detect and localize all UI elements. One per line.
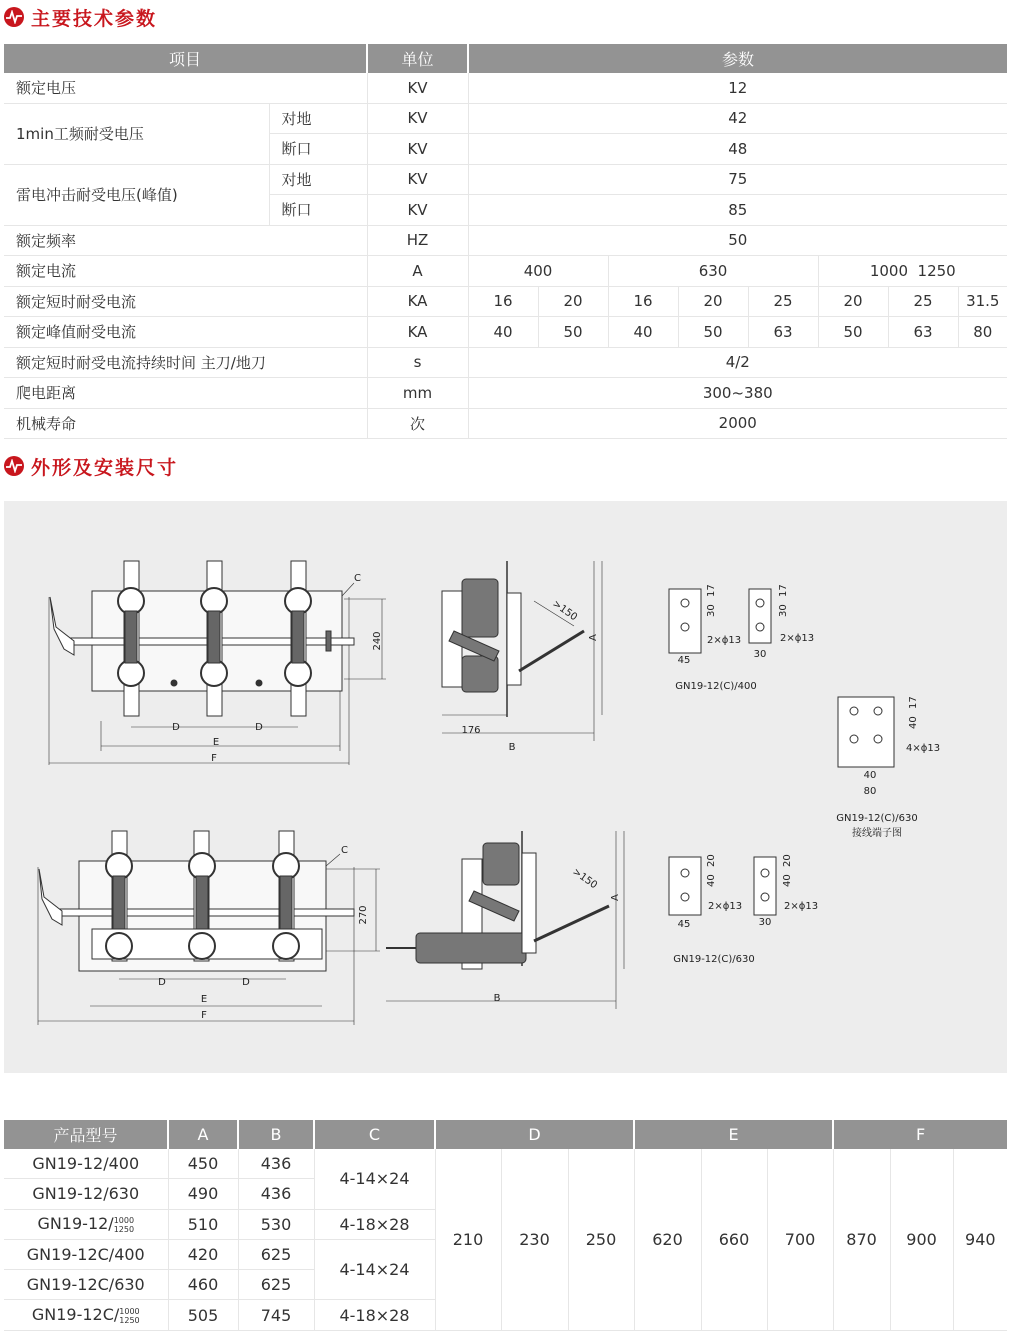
table-row: 额定电压 KV 12: [4, 73, 1007, 103]
hole-2x13: 2×ϕ13: [780, 633, 815, 644]
header-model: 产品型号: [4, 1120, 168, 1149]
dim-40: 40: [908, 716, 919, 729]
dim-30: 30: [706, 604, 717, 617]
dim-20: 20: [706, 854, 717, 867]
side-view-1: [442, 561, 602, 741]
hole-4x13: 4×ϕ13: [906, 743, 941, 754]
header-item: 项目: [4, 44, 367, 73]
table-row: 额定短时耐受电流 KA 16 20 16 20 25 20 25 31.5: [4, 286, 1007, 317]
table-row: 爬电距离 mm 300~380: [4, 378, 1007, 409]
dim-label-c: C: [341, 845, 348, 856]
pulse-icon: [4, 456, 24, 476]
header-c: C: [314, 1120, 435, 1149]
dim-150: >150: [550, 598, 580, 624]
dim-40: 40: [706, 874, 717, 887]
table-row: 机械寿命 次 2000: [4, 408, 1007, 439]
dim-30: 30: [778, 604, 789, 617]
dim-label-d: D: [255, 722, 263, 733]
dim-150: >150: [570, 866, 600, 892]
table-row: 断口 KV 85: [4, 195, 1007, 226]
table-row: 1min工频耐受电压 对地 KV 42: [4, 103, 1007, 134]
table-row: GN19-12C/630 460 625: [4, 1270, 1007, 1300]
technical-drawing: [4, 501, 1007, 1073]
dim-40: 40: [782, 874, 793, 887]
header-d: D: [435, 1120, 634, 1149]
dim-label-b: B: [508, 742, 516, 753]
table-row: 雷电冲击耐受电压(峰值) 对地 KV 75: [4, 164, 1007, 195]
caption-630a-sub: 接线端子图: [852, 828, 902, 839]
dimensions-table: [4, 1120, 1007, 1331]
dim-label-e: E: [212, 737, 220, 748]
table-row: GN19-12C/ 1000 1250 505 745 4-18×28: [4, 1300, 1007, 1330]
dim-240: 240: [372, 631, 383, 651]
table-row: 额定短时耐受电流持续时间 主刀/地刀 s 4/2: [4, 347, 1007, 378]
header-e: E: [634, 1120, 833, 1149]
section-title: 主要技术参数: [31, 7, 158, 30]
caption-630a: GN19-12(C)/630: [836, 813, 918, 824]
dim-17: 17: [706, 584, 717, 597]
dim-17: 17: [778, 584, 789, 597]
dim-label-d: D: [172, 722, 180, 733]
hole-2x13: 2×ϕ13: [708, 901, 743, 912]
header-unit: 单位: [367, 44, 468, 73]
table-header: [4, 44, 1007, 73]
table-row: GN19-12/400 450 436 4-14×24 210 230 250 620 660 700 870 900 940: [4, 1149, 1007, 1179]
dim-30: 30: [753, 649, 767, 660]
hole-2x13: 2×ϕ13: [784, 901, 819, 912]
header-value: 参数: [468, 44, 1007, 73]
table-header: [4, 1120, 1007, 1149]
table-row: 额定峰值耐受电流 KA 40 50 40 50 63 50 63 80: [4, 317, 1007, 348]
dim-45: 45: [677, 655, 691, 666]
section-title: 外形及安装尺寸: [31, 456, 179, 479]
dim-label-d: D: [242, 977, 250, 988]
dim-30: 30: [758, 917, 772, 928]
dim-label-f: F: [201, 1010, 207, 1021]
table-row: 额定电流 A 400 630 1000 1250: [4, 256, 1007, 287]
parameters-table: [4, 44, 1007, 439]
dim-label-a: A: [610, 894, 621, 901]
terminal-630-4hole: [838, 697, 894, 767]
caption-630b: GN19-12(C)/630: [673, 954, 755, 965]
dim-40: 40: [863, 770, 877, 781]
dim-label-e: E: [200, 994, 208, 1005]
dim-label-a: A: [588, 634, 599, 641]
hole-2x13: 2×ϕ13: [707, 635, 742, 646]
dim-label-b: B: [493, 993, 501, 1004]
header-b: B: [238, 1120, 314, 1149]
header-f: F: [833, 1120, 1007, 1149]
dim-17: 17: [908, 696, 919, 709]
header-a: A: [168, 1120, 238, 1149]
front-view-1: [49, 561, 386, 765]
dim-20: 20: [782, 854, 793, 867]
front-view-2: [38, 831, 380, 1025]
dim-80: 80: [863, 786, 877, 797]
dim-label-d: D: [158, 977, 166, 988]
pulse-icon: [4, 7, 24, 27]
dim-176: 176: [461, 725, 481, 736]
dim-label-c: C: [354, 573, 361, 584]
section-heading-params: [4, 4, 157, 30]
section-heading-dimensions: [4, 453, 178, 479]
table-row: GN19-12C/400 420 625 4-14×24: [4, 1239, 1007, 1269]
dim-label-f: F: [211, 753, 217, 764]
table-row: GN19-12/630 490 436: [4, 1179, 1007, 1209]
table-row: 断口 KV 48: [4, 134, 1007, 165]
table-row: GN19-12/ 1000 1250 510 530 4-18×28: [4, 1209, 1007, 1239]
table-row: 额定频率 HZ 50: [4, 225, 1007, 256]
dim-45: 45: [677, 919, 691, 930]
side-view-2: [386, 831, 624, 1009]
caption-400: GN19-12(C)/400: [675, 681, 757, 692]
dim-270: 270: [358, 905, 369, 925]
